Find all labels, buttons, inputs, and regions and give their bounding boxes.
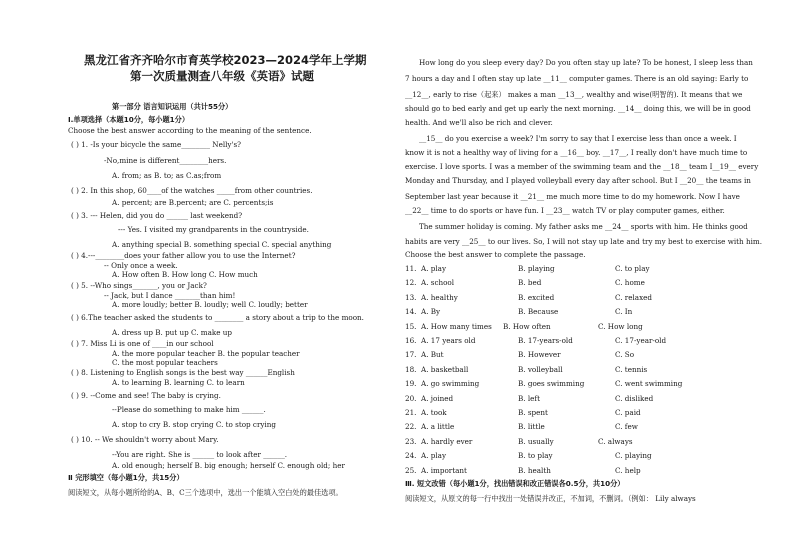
passage-p2-line3: exercise. I love sports. I was a member of the swimming team and the __18__ team I__19__ every	[405, 162, 759, 171]
question-6-options: A. dress up B. put up C. make up	[112, 328, 233, 337]
passage-p1-line1: How long do you sleep every day? Do you often stay up late? To be honest, I sleep less than	[419, 58, 753, 67]
option-number: 22.	[405, 422, 417, 432]
option-a: A. hardly ever	[421, 436, 473, 446]
question-3-reply: --- Yes. I visited my grandparents in the countryside.	[118, 225, 309, 234]
question-4: ( ) 4.---________does your father allow you to use the Internet?	[71, 251, 296, 260]
option-number: 21.	[405, 408, 417, 417]
option-number: 13.	[405, 292, 417, 302]
option-a: A. How many times	[421, 321, 492, 331]
option-number: 25.	[405, 465, 417, 475]
option-a: A. important	[421, 465, 467, 475]
question-2: ( ) 2. In this shop, 60____of the watches _____from other countries.	[71, 186, 313, 195]
option-c: C. How long	[598, 321, 643, 331]
question-7-options-ab: A. the more popular teacher B. the popular teacher	[112, 349, 300, 358]
option-c: C. help	[615, 465, 641, 475]
passage-p2-line4: Monday and Thursday, and I played volleyball every day after school. But I __20__ the teams in	[405, 176, 751, 185]
option-b: B. 17-years-old	[518, 336, 573, 345]
question-10-reply: --You are right. She is ______ to look after ______.	[112, 450, 288, 459]
question-4-options: A. How often B. How long C. How much	[112, 270, 258, 279]
section3-instruction: 阅读短文，从原文的每一行中找出一处错误并改正，不加词，不删词。（例如： Lily always	[405, 494, 696, 503]
option-c: C. So	[615, 350, 635, 360]
option-number: 11.	[405, 264, 417, 273]
option-c: C. disliked	[615, 393, 654, 403]
option-number: 20.	[405, 393, 417, 403]
question-10: ( ) 10. -- We shouldn't worry about Mary.	[71, 435, 219, 444]
option-number: 18.	[405, 364, 417, 374]
question-10-options: A. old enough; herself B. big enough; herself C. enough old; her	[112, 461, 345, 470]
option-b: B. excited	[518, 292, 555, 302]
question-4-reply: -- Only once a week.	[104, 261, 178, 270]
option-b: B. health	[518, 465, 551, 475]
passage-p1-line3: __12__, early to rise（起来） makes a man __13__, wealthy and wise(明智的). It means that we	[405, 90, 743, 99]
question-8-options: A. to learning B. learning C. to learn	[112, 378, 245, 387]
option-b: B. playing	[518, 264, 555, 273]
passage-p1-line2: 7 hours a day and I often stay up late __11__ computer games. There is an old saying: Early to	[405, 74, 749, 83]
part1-heading: 第一部分 语言知识运用（共计55分）	[112, 102, 233, 111]
passage-p1-line4: should go to bed early and get up early the next morning. __14__ doing this, we will be in good	[405, 104, 751, 113]
question-2-options: A. percent; are B.percent; are C. percents;is	[112, 198, 274, 207]
option-a: A. By	[421, 307, 441, 317]
option-b: B. goes swimming	[518, 379, 585, 389]
option-a: A. play	[421, 264, 447, 273]
option-a: A. 17 years old	[421, 336, 476, 345]
option-c: C. tennis	[615, 364, 648, 374]
option-a: A. a little	[421, 422, 455, 432]
option-b: B. Because	[518, 307, 559, 317]
option-c: C. always	[598, 436, 633, 446]
question-3-options: A. anything special B. something special C. special anything	[112, 240, 332, 249]
question-8: ( ) 8. Listening to English songs is the best way ______English	[71, 368, 295, 377]
option-number: 24.	[405, 451, 417, 461]
option-c: C. few	[615, 422, 638, 432]
question-7-option-c: C. the most popular teachers	[112, 358, 218, 367]
option-number: 14.	[405, 307, 417, 317]
option-number: 16.	[405, 336, 417, 345]
option-a: A. play	[421, 451, 447, 461]
passage-p2-line1: __15__ do you exercise a week? I'm sorry to say that I exercise less than once a week. I	[419, 134, 737, 143]
option-b: B. However	[518, 350, 561, 360]
option-number: 12.	[405, 278, 417, 288]
passage-p2-line6: __22__ time to do sports or have fun. I __23__ watch TV or play computer games, either.	[405, 206, 725, 215]
option-number: 23.	[405, 436, 417, 446]
question-5-options: A. more loudly; better B. loudly; well C. loudly; better	[112, 300, 308, 309]
option-a: A. joined	[421, 393, 454, 403]
question-9-options: A. stop to cry B. stop crying C. to stop crying	[112, 420, 276, 429]
section2-heading: Ⅱ 完形填空（每小题1分，共15分）	[68, 473, 184, 482]
option-b: B. bed	[518, 278, 542, 288]
question-1-options: A. from; as B. to; as C.as;from	[112, 171, 222, 180]
option-a: A. took	[421, 408, 447, 417]
option-b: B. spent	[518, 408, 548, 417]
option-c: C. to play	[615, 264, 650, 273]
passage-p3-line1: The summer holiday is coming. My father asks me __24__ sports with him. He thinks good	[419, 222, 748, 231]
question-1: ( ) 1. -Is your bicycle the same________ Nelly's?	[71, 140, 241, 149]
option-b: B. little	[518, 422, 545, 432]
question-3: ( ) 3. --- Helen, did you do ______ last weekend?	[71, 211, 243, 220]
question-7: ( ) 7. Miss Li is one of ____in our school	[71, 339, 214, 348]
question-5: ( ) 5. --Who sings_______, you or Jack?	[71, 281, 207, 290]
question-5-reply: -- Jack, but I dance _______than him!	[104, 291, 236, 300]
question-1-reply: -No,mine is different________hers.	[104, 156, 227, 165]
section2-instruction: 阅读短文，从每小题所给的A、B、C三个选项中，选出一个能填入空白处的最佳选项。	[68, 488, 343, 497]
section1-instruction: Choose the best answer according to the meaning of the sentence.	[68, 126, 312, 135]
option-a: A. school	[421, 278, 455, 288]
passage-p2-line2: know it is not a healthy way of living for a __16__ boy. __17__, I really don't have much time to	[405, 148, 748, 157]
passage-instruction: Choose the best answer to complete the passage.	[405, 250, 586, 259]
section3-heading: Ⅲ. 短文改错（每小题1分，找出错误和改正错误各0.5分，共10分）	[405, 479, 625, 488]
passage-p3-line2: habits are very __25__ to our lives. So, I will not stay up late and try my best to exercise with him.	[405, 237, 762, 246]
question-9-reply: --Please do something to make him ______.	[112, 405, 266, 414]
option-b: B. volleyball	[518, 364, 563, 374]
option-number: 15.	[405, 321, 417, 331]
passage-p2-line5: September last year because it __21__ me much more time to do my homework. Now I have	[405, 192, 740, 201]
option-c: C. home	[615, 278, 645, 288]
option-c: C. relaxed	[615, 292, 652, 302]
option-a: A. healthy	[421, 292, 458, 302]
option-number: 17.	[405, 350, 417, 360]
question-6: ( ) 6.The teacher asked the students to ________ a story about a trip to the moon.	[71, 313, 364, 322]
option-a: A. go swimming	[421, 379, 480, 389]
exam-title-line2: 第一次质量测查八年级《英语》试题	[130, 69, 314, 83]
option-b: B. usually	[518, 436, 554, 446]
exam-title-line1: 黑龙江省齐齐哈尔市育英学校2023—2024学年上学期	[84, 53, 367, 67]
option-b: B. left	[518, 393, 540, 403]
passage-p1-line5: health. And we'll also be rich and clever.	[405, 118, 553, 127]
option-c: C. In	[615, 307, 633, 317]
option-c: C. 17-year-old	[615, 336, 667, 345]
option-number: 19.	[405, 379, 417, 389]
option-a: A. But	[421, 350, 444, 360]
option-a: A. basketball	[421, 364, 469, 374]
option-c: C. paid	[615, 408, 641, 417]
option-b: B. How often	[503, 321, 551, 331]
option-b: B. to play	[518, 451, 553, 461]
option-c: C. went swimming	[615, 379, 683, 389]
option-c: C. playing	[615, 451, 652, 461]
question-9: ( ) 9. --Come and see! The baby is crying.	[71, 391, 221, 400]
section1-heading: Ⅰ.单项选择（本题10分，每小题1分）	[68, 115, 190, 124]
